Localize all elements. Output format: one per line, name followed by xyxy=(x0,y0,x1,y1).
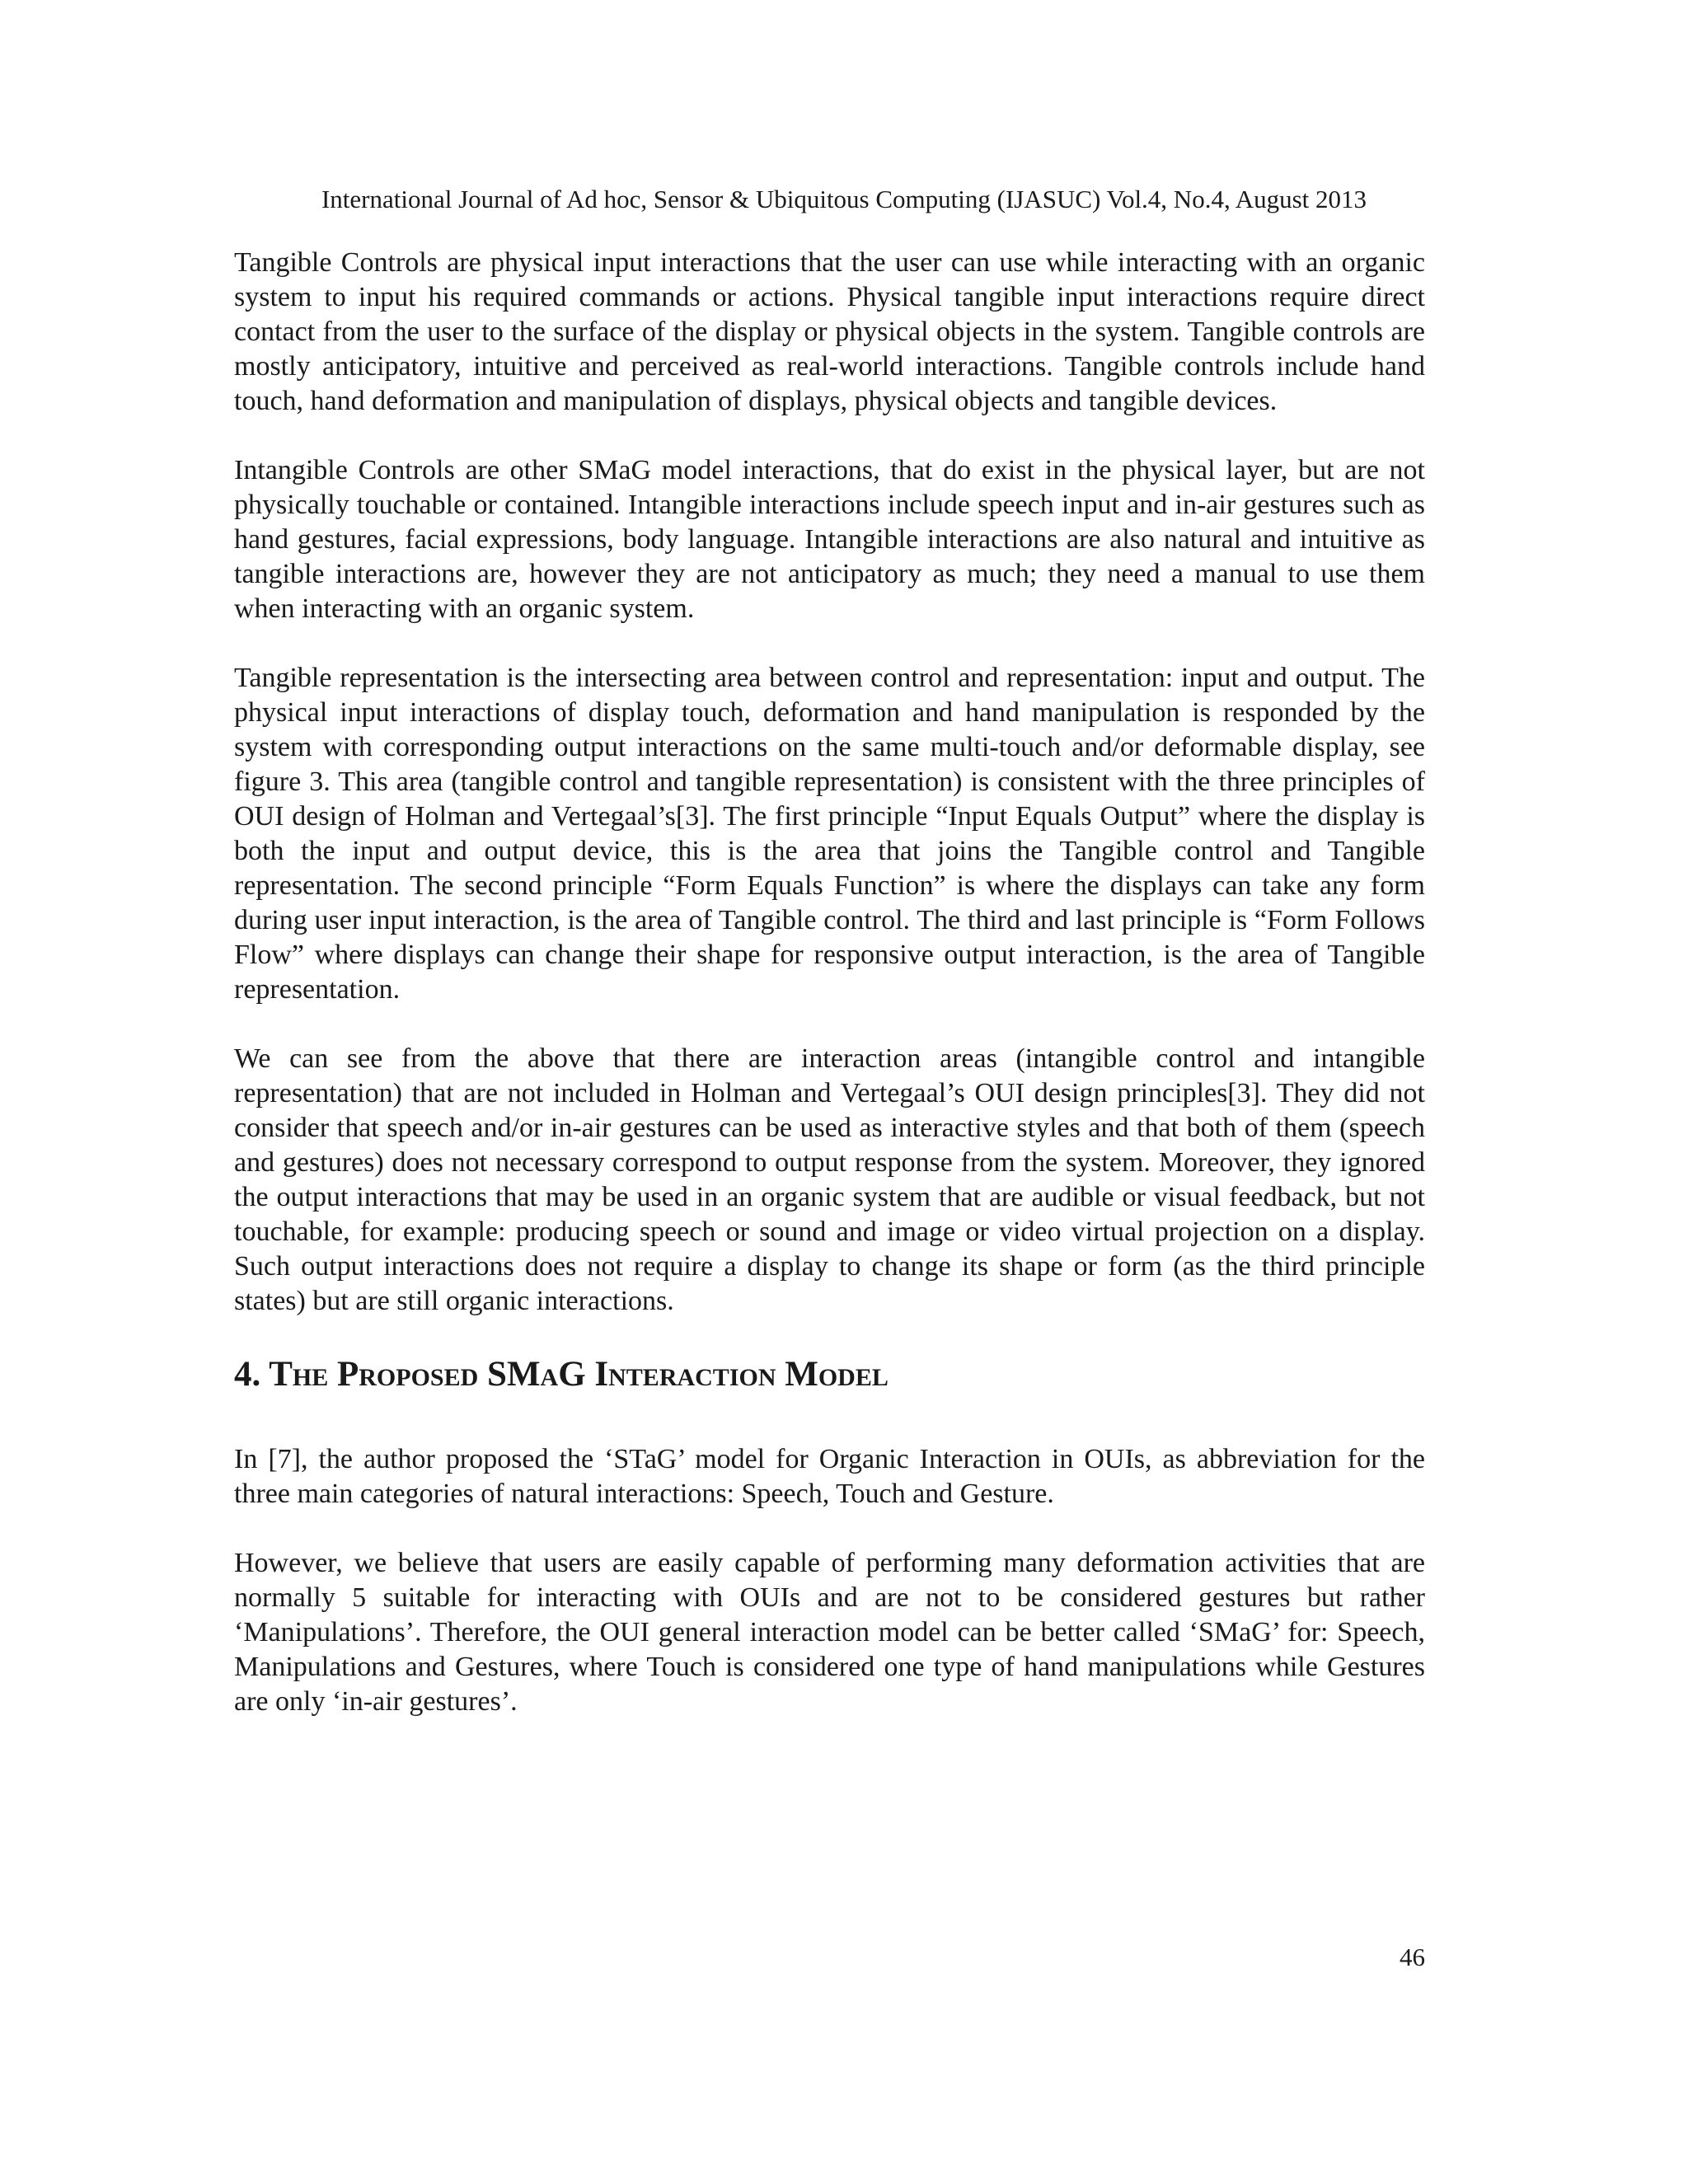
paragraph-intangible-controls: Intangible Controls are other SMaG model interactions, that do exist in the physical layer, but are not physically touchable or contained. Intangible interactions include speech input and in-air gestures such as hand gestures, facial expressions, body language. Intangible interactions are also natural and intuitive as tangible interactions are, however they are not anticipatory as much; they need a manual to use them when interacting with an organic system. xyxy=(234,455,1425,624)
paragraph-interaction-areas: We can see from the above that there are interaction areas (intangible control and intangible representation) that are not included in Holman and Vertegaal’s OUI design principles[3]. They did not consider that speech and/or in-air gestures can be used as interactive styles and that both of them (speech and gestures) does not necessary correspond to output response from the system. Moreover, they ignored the output interactions that may be used in an organic system that are audible or visual feedback, but not touchable, for example: producing speech or sound and image or video virtual projection on a display. Such output interactions does not require a display to change its shape or form (as the third principle states) but are still organic interactions. xyxy=(234,1043,1425,1316)
page-body xyxy=(234,246,1425,1754)
paragraph-stag-model: In [7], the author proposed the ‘STaG’ model for Organic Interaction in OUIs, as abbreviation for the three main categories of natural interactions: Speech, Touch and Gesture. xyxy=(234,1444,1425,1509)
page-number: 46 xyxy=(1400,1943,1425,1971)
paragraph-smag-model: However, we believe that users are easily capable of performing many deformation activities that are normally 5 suitable for interacting with OUIs and are not to be considered gestures but rather ‘Manipulations’. Therefore, the OUI general interaction model can be better called ‘SMaG’ for: Speech, Manipulations and Gestures, where Touch is considered one type of hand manipulations while Gestures are only ‘in-air gestures’. xyxy=(234,1548,1425,1717)
section-heading: 4. The Proposed SMaG Interaction Model xyxy=(234,1355,889,1394)
paragraph-tangible-controls: Tangible Controls are physical input interactions that the user can use while interacting with an organic system to input his required commands or actions. Physical tangible input interactions require direct contact from the user to the surface of the display or physical objects in the system. Tangible controls are mostly anticipatory, intuitive and perceived as real-world interactions. Tangible controls include hand touch, hand deformation and manipulation of displays, physical objects and tangible devices. xyxy=(234,247,1425,416)
paragraph-tangible-representation: Tangible representation is the intersecting area between control and representation: input and output. The physical input interactions of display touch, deformation and hand manipulation is responded by the system with corresponding output interactions on the same multi-touch and/or deformable display, see figure 3. This area (tangible control and tangible representation) is consistent with the three principles of OUI design of Holman and Vertegaal’s[3]. The first principle “Input Equals Output” where the display is both the input and output device, this is the area that joins the Tangible control and Tangible representation. The second principle “Form Equals Function” is where the displays can take any form during user input interaction, is the area of Tangible control. The third and last principle is “Form Follows Flow” where displays can change their shape for responsive output interaction, is the area of Tangible representation. xyxy=(234,663,1425,1005)
running-header: International Journal of Ad hoc, Sensor & Ubiquitous Computing (IJASUC) Vol.4, No.4, August 2013 xyxy=(321,185,1367,213)
